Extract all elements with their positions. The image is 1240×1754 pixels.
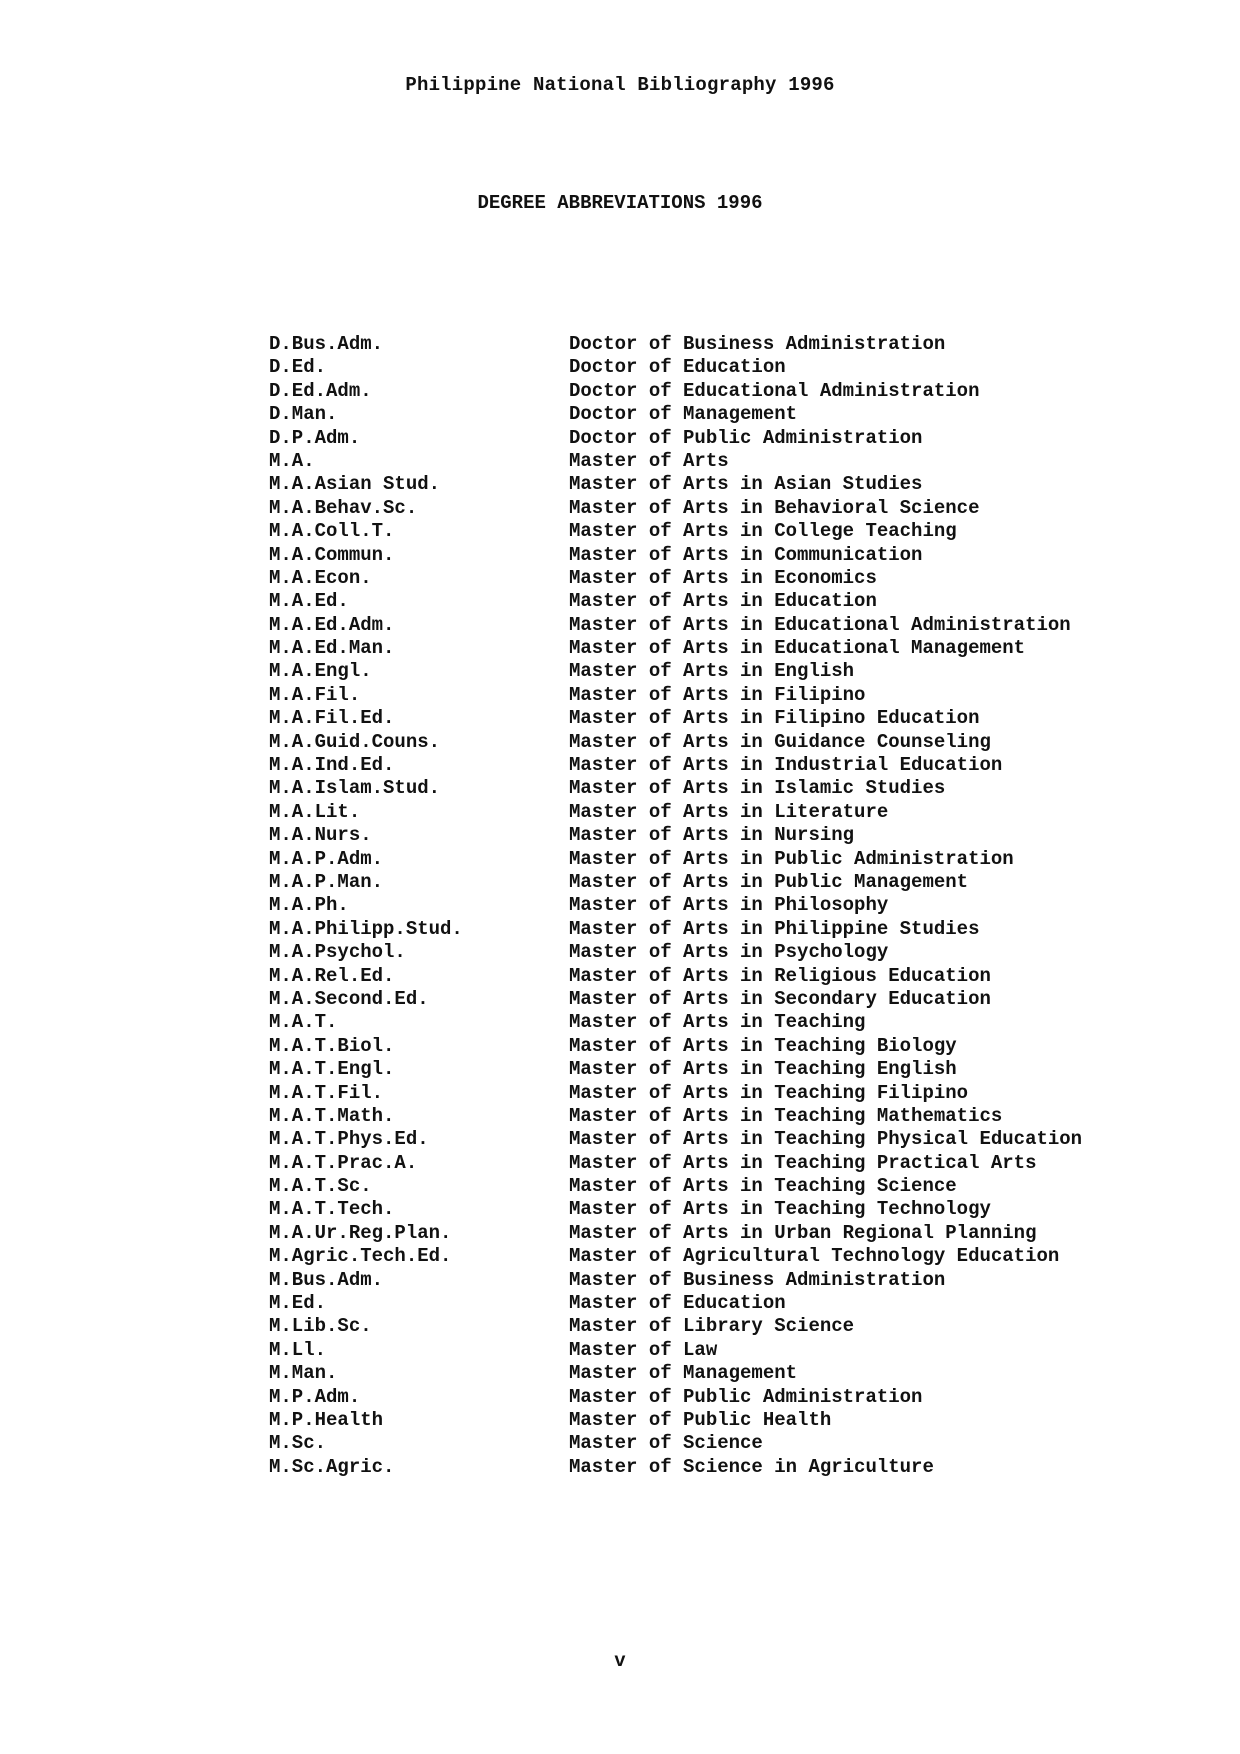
abbreviation-meaning: Master of Arts in Teaching Technology xyxy=(569,1198,991,1221)
abbreviation-meaning: Master of Arts in College Teaching xyxy=(569,520,957,543)
abbreviation-code: M.A.T.Math. xyxy=(269,1104,395,1127)
abbreviation-code: M.A.Fil.Ed. xyxy=(269,707,395,730)
abbreviation-meaning: Master of Management xyxy=(569,1362,798,1385)
abbreviation-meaning: Master of Arts in Behavioral Science xyxy=(569,496,980,519)
list-item xyxy=(269,1456,1169,1479)
abbreviation-code: M.A.Ed.Man. xyxy=(269,637,395,660)
list-item xyxy=(269,660,1169,683)
abbreviation-code: M.A.Nurs. xyxy=(269,824,372,847)
abbreviation-code: M.P.Health xyxy=(269,1408,384,1431)
abbreviation-meaning: Master of Arts in English xyxy=(569,660,855,683)
list-item xyxy=(269,1128,1169,1151)
abbreviation-meaning: Master of Business Administration xyxy=(569,1268,946,1291)
abbreviation-code: M.A.P.Man. xyxy=(269,870,384,893)
abbreviation-meaning: Doctor of Educational Administration xyxy=(569,379,980,402)
list-item xyxy=(269,427,1169,450)
abbreviation-code: M.A.T.Prac.A. xyxy=(269,1151,418,1174)
abbreviation-meaning: Master of Arts in Industrial Education xyxy=(569,754,1003,777)
abbreviation-code: M.A.Engl. xyxy=(269,660,372,683)
abbreviation-meaning: Master of Arts in Teaching Practical Arts xyxy=(569,1151,1037,1174)
abbreviation-code: M.A.Second.Ed. xyxy=(269,987,429,1010)
list-item xyxy=(269,1175,1169,1198)
list-item xyxy=(269,1082,1169,1105)
abbreviation-meaning: Master of Arts in Teaching Science xyxy=(569,1175,957,1198)
list-item xyxy=(269,520,1169,543)
abbreviation-meaning: Master of Arts in Secondary Education xyxy=(569,987,991,1010)
abbreviation-code: M.A.P.Adm. xyxy=(269,847,384,870)
list-item xyxy=(269,941,1169,964)
list-item xyxy=(269,731,1169,754)
abbreviation-code: M.A.T.Fil. xyxy=(269,1081,384,1104)
abbreviation-meaning: Master of Arts in Religious Education xyxy=(569,964,991,987)
abbreviation-code: M.A.Ed.Adm. xyxy=(269,613,395,636)
abbreviation-code: M.A.Lit. xyxy=(269,800,361,823)
page-number: v xyxy=(614,1650,626,1672)
list-item xyxy=(269,777,1169,800)
list-item xyxy=(269,380,1169,403)
abbreviation-meaning: Master of Arts in Literature xyxy=(569,800,889,823)
abbreviation-meaning: Master of Arts in Education xyxy=(569,590,877,613)
abbreviation-meaning: Master of Arts in Philippine Studies xyxy=(569,917,980,940)
abbreviation-meaning: Master of Arts in Teaching xyxy=(569,1011,866,1034)
list-item xyxy=(269,450,1169,473)
abbreviation-meaning: Master of Arts in Teaching Filipino xyxy=(569,1081,969,1104)
list-item xyxy=(269,567,1169,590)
abbreviation-meaning: Doctor of Business Administration xyxy=(569,333,946,355)
abbreviation-code: D.Ed.Adm. xyxy=(269,379,372,402)
list-item xyxy=(269,894,1169,917)
abbreviation-code: M.A.T.Biol. xyxy=(269,1034,395,1057)
list-item xyxy=(269,1152,1169,1175)
list-item xyxy=(269,1035,1169,1058)
list-item xyxy=(269,754,1169,777)
abbreviation-code: D.Bus.Adm. xyxy=(269,333,384,355)
abbreviation-meaning: Master of Science xyxy=(569,1432,763,1455)
abbreviation-meaning: Master of Arts in Teaching Biology xyxy=(569,1034,957,1057)
abbreviation-meaning: Master of Arts in Nursing xyxy=(569,824,855,847)
abbreviation-code: M.A.Behav.Sc. xyxy=(269,496,418,519)
abbreviation-meaning: Master of Arts in Public Administration xyxy=(569,847,1014,870)
abbreviation-meaning: Master of Arts in Communication xyxy=(569,543,923,566)
abbreviation-code: M.A. xyxy=(269,449,315,472)
list-item xyxy=(269,497,1169,520)
list-item xyxy=(269,684,1169,707)
list-item xyxy=(269,707,1169,730)
list-item xyxy=(269,848,1169,871)
abbreviation-code: M.A.Econ. xyxy=(269,566,372,589)
abbreviation-meaning: Master of Education xyxy=(569,1292,786,1315)
abbreviation-code: M.Sc.Agric. xyxy=(269,1455,395,1478)
list-item xyxy=(269,918,1169,941)
list-item xyxy=(269,356,1169,379)
abbreviation-meaning: Master of Arts in Filipino xyxy=(569,683,866,706)
abbreviation-code: M.A.Ed. xyxy=(269,590,349,613)
abbreviation-code: M.A.Asian Stud. xyxy=(269,473,441,496)
list-item xyxy=(269,637,1169,660)
abbreviation-code: M.A.Coll.T. xyxy=(269,520,395,543)
abbreviation-meaning: Master of Law xyxy=(569,1338,718,1361)
list-item xyxy=(269,544,1169,567)
list-item xyxy=(269,965,1169,988)
list-item xyxy=(269,403,1169,426)
list-item xyxy=(269,1269,1169,1292)
abbreviation-code: M.A.Guid.Couns. xyxy=(269,730,441,753)
abbreviation-meaning: Doctor of Management xyxy=(569,403,798,426)
list-item xyxy=(269,1315,1169,1338)
list-item xyxy=(269,988,1169,1011)
abbreviation-code: M.Ll. xyxy=(269,1338,327,1361)
list-item xyxy=(269,1058,1169,1081)
abbreviation-meaning: Master of Arts in Teaching English xyxy=(569,1058,957,1081)
abbreviation-meaning: Master of Science in Agriculture xyxy=(569,1455,934,1478)
list-item xyxy=(269,1011,1169,1034)
abbreviation-list xyxy=(269,333,1169,1479)
abbreviation-code: M.A.Philipp.Stud. xyxy=(269,917,463,940)
list-item xyxy=(269,1386,1169,1409)
abbreviation-code: M.Lib.Sc. xyxy=(269,1315,372,1338)
abbreviation-code: M.A.Psychol. xyxy=(269,941,406,964)
list-item xyxy=(269,801,1169,824)
page-title: DEGREE ABBREVIATIONS 1996 xyxy=(477,192,763,214)
running-header: Philippine National Bibliography 1996 xyxy=(405,74,835,96)
abbreviation-meaning: Master of Library Science xyxy=(569,1315,855,1338)
abbreviation-code: M.Sc. xyxy=(269,1432,327,1455)
abbreviation-meaning: Master of Arts in Asian Studies xyxy=(569,473,923,496)
list-item xyxy=(269,333,1169,356)
list-item xyxy=(269,1409,1169,1432)
abbreviation-code: M.A.T.Sc. xyxy=(269,1175,372,1198)
abbreviation-meaning: Master of Arts in Teaching Physical Education xyxy=(569,1128,1083,1151)
abbreviation-code: M.A.Rel.Ed. xyxy=(269,964,395,987)
list-item xyxy=(269,1362,1169,1385)
abbreviation-code: D.Ed. xyxy=(269,356,327,379)
abbreviation-code: M.A.T.Engl. xyxy=(269,1058,395,1081)
abbreviation-code: M.A.T.Phys.Ed. xyxy=(269,1128,429,1151)
abbreviation-code: M.P.Adm. xyxy=(269,1385,361,1408)
abbreviation-code: M.Man. xyxy=(269,1362,338,1385)
abbreviation-meaning: Doctor of Public Administration xyxy=(569,426,923,449)
abbreviation-code: M.A.Islam.Stud. xyxy=(269,777,441,800)
list-item xyxy=(269,1339,1169,1362)
abbreviation-meaning: Master of Arts in Public Management xyxy=(569,870,969,893)
abbreviation-code: M.A.Ph. xyxy=(269,894,349,917)
abbreviation-meaning: Master of Arts in Urban Regional Planning xyxy=(569,1221,1037,1244)
abbreviation-meaning: Master of Arts in Educational Administration xyxy=(569,613,1071,636)
abbreviation-code: M.A.Ind.Ed. xyxy=(269,754,395,777)
abbreviation-code: M.Agric.Tech.Ed. xyxy=(269,1245,452,1268)
abbreviation-code: D.Man. xyxy=(269,403,338,426)
list-item xyxy=(269,473,1169,496)
list-item xyxy=(269,1245,1169,1268)
list-item xyxy=(269,871,1169,894)
list-item xyxy=(269,1432,1169,1455)
abbreviation-meaning: Master of Public Health xyxy=(569,1408,832,1431)
abbreviation-meaning: Master of Arts in Educational Management xyxy=(569,637,1026,660)
abbreviation-code: M.Bus.Adm. xyxy=(269,1268,384,1291)
list-item xyxy=(269,1105,1169,1128)
list-item xyxy=(269,1222,1169,1245)
abbreviation-meaning: Master of Arts in Teaching Mathematics xyxy=(569,1104,1003,1127)
abbreviation-meaning: Master of Arts in Philosophy xyxy=(569,894,889,917)
abbreviation-meaning: Master of Public Administration xyxy=(569,1385,923,1408)
abbreviation-meaning: Master of Arts in Psychology xyxy=(569,941,889,964)
abbreviation-meaning: Master of Arts in Economics xyxy=(569,566,877,589)
abbreviation-code: M.A.T.Tech. xyxy=(269,1198,395,1221)
list-item xyxy=(269,614,1169,637)
abbreviation-code: M.A.Commun. xyxy=(269,543,395,566)
abbreviation-code: M.A.Ur.Reg.Plan. xyxy=(269,1221,452,1244)
abbreviation-meaning: Master of Arts in Islamic Studies xyxy=(569,777,946,800)
abbreviation-code: M.A.T. xyxy=(269,1011,338,1034)
abbreviation-code: D.P.Adm. xyxy=(269,426,361,449)
abbreviation-meaning: Doctor of Education xyxy=(569,356,786,379)
abbreviation-meaning: Master of Arts in Guidance Counseling xyxy=(569,730,991,753)
abbreviation-meaning: Master of Arts in Filipino Education xyxy=(569,707,980,730)
list-item xyxy=(269,1292,1169,1315)
list-item xyxy=(269,1198,1169,1221)
list-item xyxy=(269,824,1169,847)
abbreviation-code: M.Ed. xyxy=(269,1292,327,1315)
list-item xyxy=(269,590,1169,613)
abbreviation-code: M.A.Fil. xyxy=(269,683,361,706)
abbreviation-meaning: Master of Arts xyxy=(569,449,729,472)
abbreviation-meaning: Master of Agricultural Technology Education xyxy=(569,1245,1060,1268)
